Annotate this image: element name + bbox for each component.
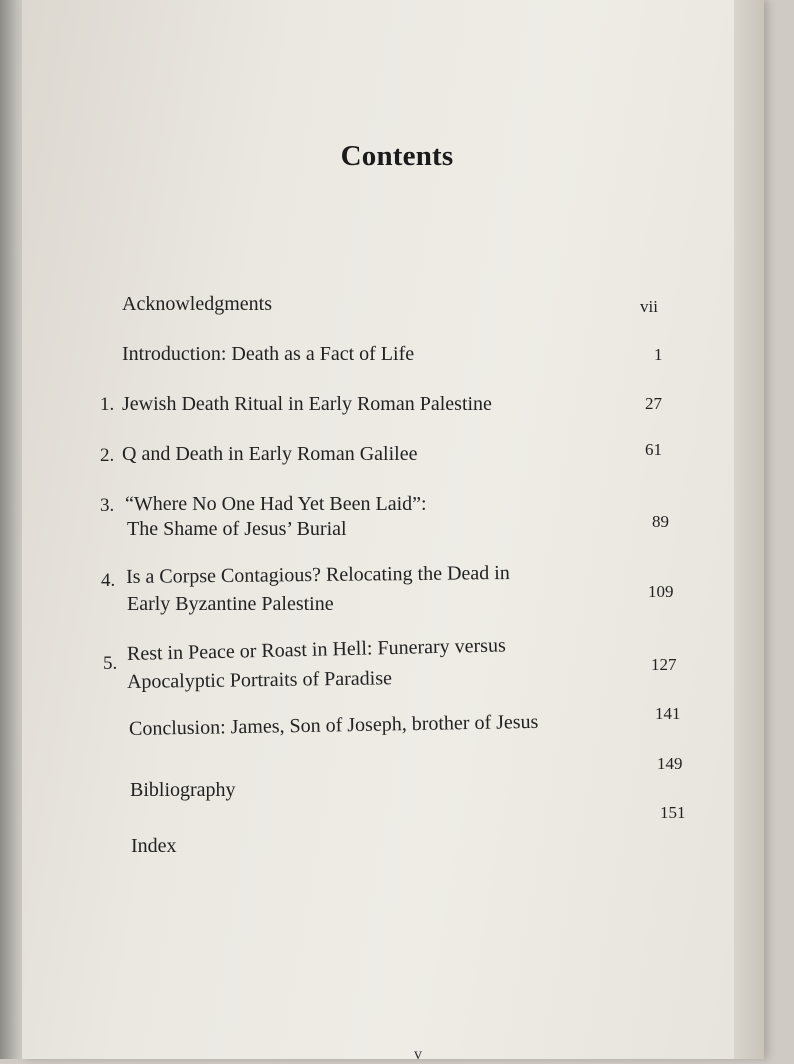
page-title: Contents <box>340 140 454 172</box>
toc-page-introduction: 1 <box>654 345 663 364</box>
toc-entry-chapter-4-line1: Is a Corpse Contagious? Relocating the Dead in <box>125 561 510 588</box>
toc-entry-chapter-1: Jewish Death Ritual in Early Roman Palestine <box>122 393 492 415</box>
toc-entry-index: Index <box>131 835 177 857</box>
toc-page-acknowledgments: vii <box>640 297 658 316</box>
toc-page-bibliography: 149 <box>657 754 683 773</box>
toc-page-chapter-5: 127 <box>651 655 677 674</box>
toc-entry-acknowledgments: Acknowledgments <box>122 293 272 315</box>
toc-page-chapter-1: 27 <box>645 394 662 413</box>
toc-entry-introduction: Introduction: Death as a Fact of Life <box>122 343 415 365</box>
toc-entry-chapter-5-line2: Apocalyptic Portraits of Paradise <box>126 667 393 693</box>
toc-entry-conclusion: Conclusion: James, Son of Joseph, brother of Jesus <box>128 710 539 740</box>
toc-chapter-number-2: 2. <box>100 445 115 466</box>
toc-chapter-number-1: 1. <box>100 394 115 415</box>
page-folio: v <box>414 1046 422 1063</box>
toc-chapter-number-5: 5. <box>103 653 118 674</box>
toc-page-conclusion: 141 <box>655 704 681 723</box>
toc-entry-bibliography: Bibliography <box>130 779 236 801</box>
toc-chapter-number-4: 4. <box>101 570 116 591</box>
toc-entry-chapter-3-line2: The Shame of Jesus’ Burial <box>127 518 347 540</box>
toc-page-index: 151 <box>660 803 686 822</box>
toc-entry-chapter-4-line2: Early Byzantine Palestine <box>127 593 334 615</box>
toc-page-chapter-2: 61 <box>645 440 662 459</box>
toc-entry-chapter-2: Q and Death in Early Roman Galilee <box>122 443 418 465</box>
toc-chapter-number-3: 3. <box>100 495 115 516</box>
toc-entry-chapter-3-line1: “Where No One Had Yet Been Laid”: <box>125 493 427 515</box>
toc-entry-chapter-5-line1: Rest in Peace or Roast in Hell: Funerary versus <box>126 634 506 665</box>
toc-page-chapter-4: 109 <box>648 582 674 601</box>
toc-page-chapter-3: 89 <box>652 512 669 531</box>
